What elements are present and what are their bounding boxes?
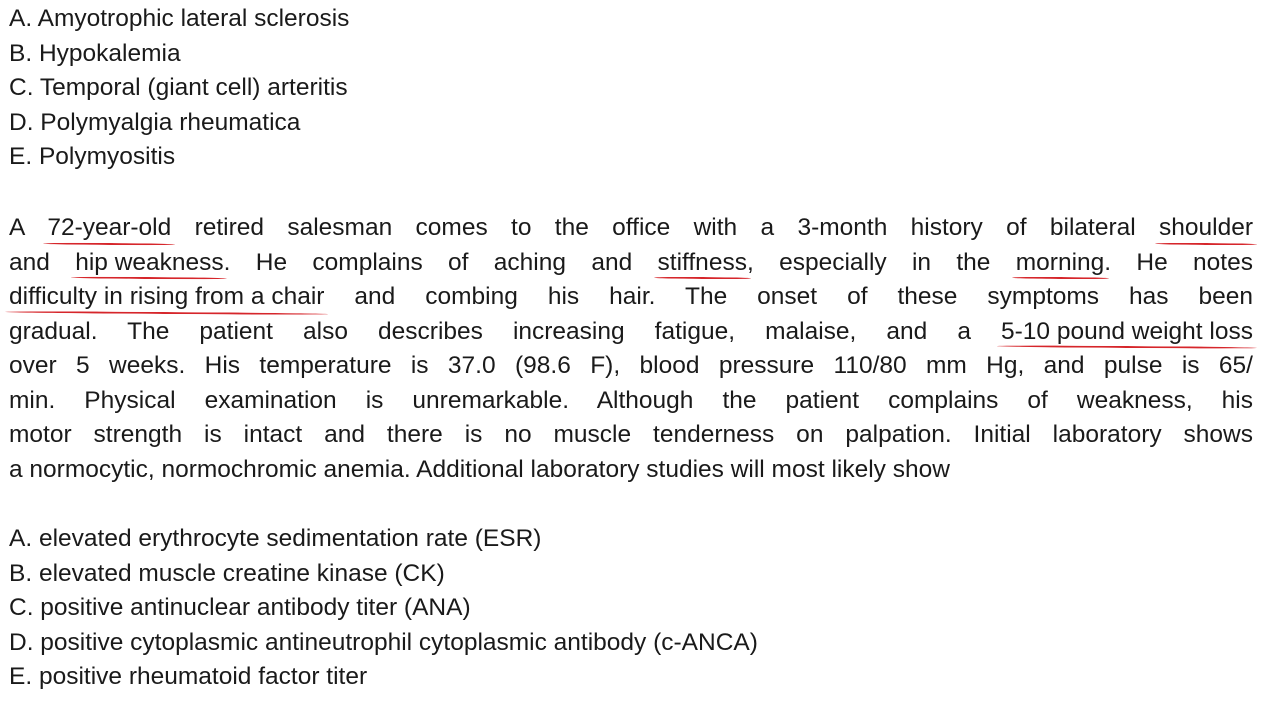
question-page <box>9 0 1253 720</box>
answer-option-e[interactable]: E. positive rheumatoid factor titer <box>9 663 368 691</box>
question-stem <box>9 211 1253 487</box>
answer-option-a[interactable]: A. elevated erythrocyte sedimentation rate (ESR) <box>9 525 542 552</box>
stem-line: min. Physical examination is unremarkable. Although the patient complains of weakness, his <box>9 386 1253 414</box>
previous-option-b[interactable]: B. Hypokalemia <box>9 39 181 67</box>
stem-text: and <box>9 248 76 276</box>
annotated-stiffness: stiffness <box>658 246 747 281</box>
stem-line <box>9 211 1253 246</box>
stem-text: A <box>9 214 48 241</box>
previous-option-e[interactable]: E. Polymyositis <box>9 143 176 171</box>
annotated-shoulder: shoulder <box>1159 211 1253 246</box>
answer-options <box>9 522 758 695</box>
annotated-morning: morning <box>1016 246 1105 281</box>
annotated-weight-loss: 5-10 pound weight loss <box>1001 315 1253 350</box>
stem-text: and combing his hair. The onset of these symptoms has been <box>324 283 1253 310</box>
stem-text: retired salesman comes to the office with a 3-month history of bilateral <box>171 214 1160 241</box>
answer-option-c[interactable]: C. positive antinuclear antibody titer (ANA) <box>9 594 471 622</box>
stem-text: . He notes <box>1104 248 1253 276</box>
previous-option-a[interactable]: A. Amyotrophic lateral sclerosis <box>9 5 350 32</box>
stem-line <box>9 315 1253 350</box>
previous-option-d[interactable]: D. Polymyalgia rheumatica <box>9 108 301 136</box>
answer-option-d[interactable]: D. positive cytoplasmic antineutrophil cytoplasmic antibody (c-ANCA) <box>9 628 758 656</box>
stem-text: gradual. The patient also describes increasing fatigue, malaise, and a <box>9 317 1002 345</box>
stem-text: , especially in the <box>746 248 1016 276</box>
stem-line <box>9 246 1253 281</box>
annotated-difficulty-rising: difficulty in rising from a chair <box>9 280 324 315</box>
previous-option-c[interactable]: C. Temporal (giant cell) arteritis <box>9 74 348 102</box>
annotated-age: 72-year-old <box>47 211 171 246</box>
stem-line-final: a normocytic, normochromic anemia. Additional laboratory studies will most likely show <box>9 455 950 483</box>
answer-option-b[interactable]: B. elevated muscle creatine kinase (CK) <box>9 559 445 587</box>
annotated-hip-weakness: hip weakness <box>75 246 223 281</box>
stem-line <box>9 280 1253 315</box>
stem-text: . He complains of aching and <box>223 248 658 276</box>
stem-line: motor strength is intact and there is no muscle tenderness on palpation. Initial laboratory shows <box>9 421 1253 448</box>
previous-answer-options <box>9 2 349 175</box>
stem-line: over 5 weeks. His temperature is 37.0 (98.6 F), blood pressure 110/80 mm Hg, and pulse is 65/ <box>9 352 1253 379</box>
